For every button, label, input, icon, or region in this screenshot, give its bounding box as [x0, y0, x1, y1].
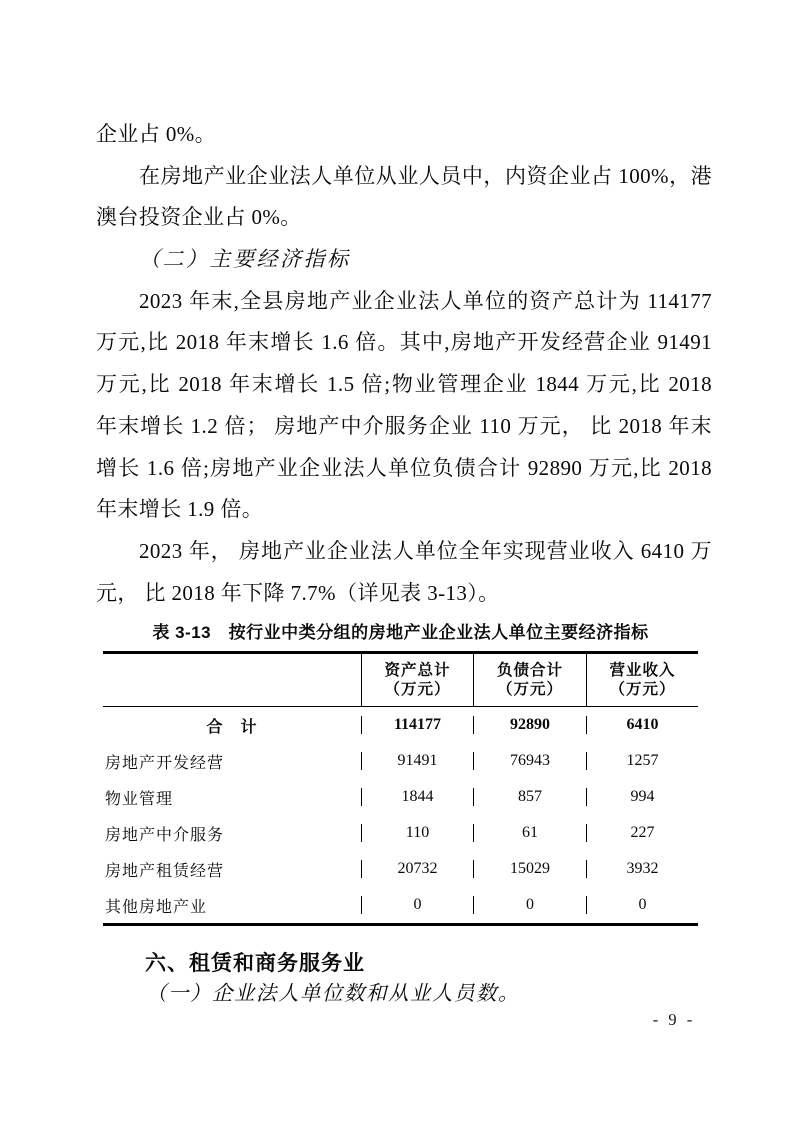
- paragraph-line: 增长 1.6 倍;房地产业企业法人单位负债合计 92890 万元,比 2018: [96, 455, 712, 480]
- header-line1: 资产总计: [384, 662, 451, 679]
- cell-liabilities: 92890: [473, 716, 586, 734]
- table-header-liabilities: [473, 654, 586, 706]
- section-subheading: （一）企业法人单位数和从业人员数。: [146, 983, 520, 1005]
- cell-revenue: 6410: [586, 716, 698, 734]
- table-header-row: [103, 654, 698, 707]
- cell-liabilities: 15029: [473, 860, 586, 878]
- paragraph-line: 万元,比 2018 年末增长 1.5 倍;物业管理企业 1844 万元,比 2018: [96, 372, 712, 397]
- paragraph-line: 企业占 0%。: [96, 122, 217, 146]
- paragraph-line: 万元,比 2018 年末增长 1.6 倍。其中,房地产开发经营企业 91491: [96, 330, 712, 355]
- header-line2: （万元）: [609, 681, 676, 698]
- paragraph-line: 元， 比 2018 年下降 7.7%（详见表 3-13）。: [96, 580, 500, 605]
- table-row: [103, 779, 698, 815]
- paragraph-line: 澳台投资企业占 0%。: [96, 205, 302, 230]
- row-label: 合 计: [206, 718, 258, 736]
- section-heading: 六、租赁和商务服务业: [145, 952, 365, 975]
- row-label: 房地产开发经营: [105, 754, 225, 772]
- cell-liabilities: 0: [473, 896, 586, 914]
- table-header-rowlabel-cell: [103, 654, 361, 706]
- row-label: 其他房地产业: [105, 898, 208, 916]
- cell-assets: 114177: [361, 716, 473, 734]
- cell-assets: 0: [361, 896, 473, 914]
- cell-revenue: 227: [586, 824, 698, 842]
- paragraph-line: 2023 年， 房地产业企业法人单位全年实现营业收入 6410 万: [139, 538, 712, 563]
- table-row: [103, 851, 698, 887]
- cell-assets: 91491: [361, 752, 473, 770]
- cell-liabilities: 61: [473, 824, 586, 842]
- table-row: [103, 815, 698, 851]
- table-row: [103, 887, 698, 923]
- paragraph-line: 年末增长 1.2 倍； 房地产中介服务企业 110 万元， 比 2018 年末: [96, 413, 712, 438]
- row-label: 房地产中介服务: [105, 826, 225, 844]
- table-header-assets: [361, 654, 473, 706]
- cell-assets: 110: [361, 824, 473, 842]
- cell-revenue: 3932: [586, 860, 698, 878]
- body-text: [96, 114, 712, 614]
- paragraph-line: 2023 年末,全县房地产业企业法人单位的资产总计为 114177: [139, 288, 712, 313]
- cell-revenue: 1257: [586, 752, 698, 770]
- cell-liabilities: 76943: [473, 752, 586, 770]
- paragraph-line: 年末增长 1.9 倍。: [96, 497, 264, 522]
- header-line1: 营业收入: [609, 662, 676, 679]
- economic-indicators-table: [103, 651, 698, 926]
- cell-assets: 20732: [361, 860, 473, 878]
- page-number: - 9 -: [652, 1010, 696, 1029]
- row-label: 物业管理: [105, 790, 174, 808]
- cell-assets: 1844: [361, 788, 473, 806]
- row-label: 房地产租赁经营: [105, 862, 225, 880]
- paragraph-line: 在房地产业企业法人单位从业人员中，内资企业占 100%，港: [139, 163, 712, 188]
- cell-revenue: 994: [586, 788, 698, 806]
- cell-liabilities: 857: [473, 788, 586, 806]
- cell-revenue: 0: [586, 896, 698, 914]
- header-line2: （万元）: [384, 681, 451, 698]
- table-title: 表 3-13 按行业中类分组的房地产业企业法人单位主要经济指标: [152, 623, 649, 642]
- header-line1: 负债合计: [496, 662, 563, 679]
- table-row: [103, 707, 698, 743]
- subsection-heading: （二）主要经济指标: [139, 247, 351, 272]
- header-line2: （万元）: [496, 681, 563, 698]
- table-row: [103, 743, 698, 779]
- table-header-revenue: [586, 654, 698, 706]
